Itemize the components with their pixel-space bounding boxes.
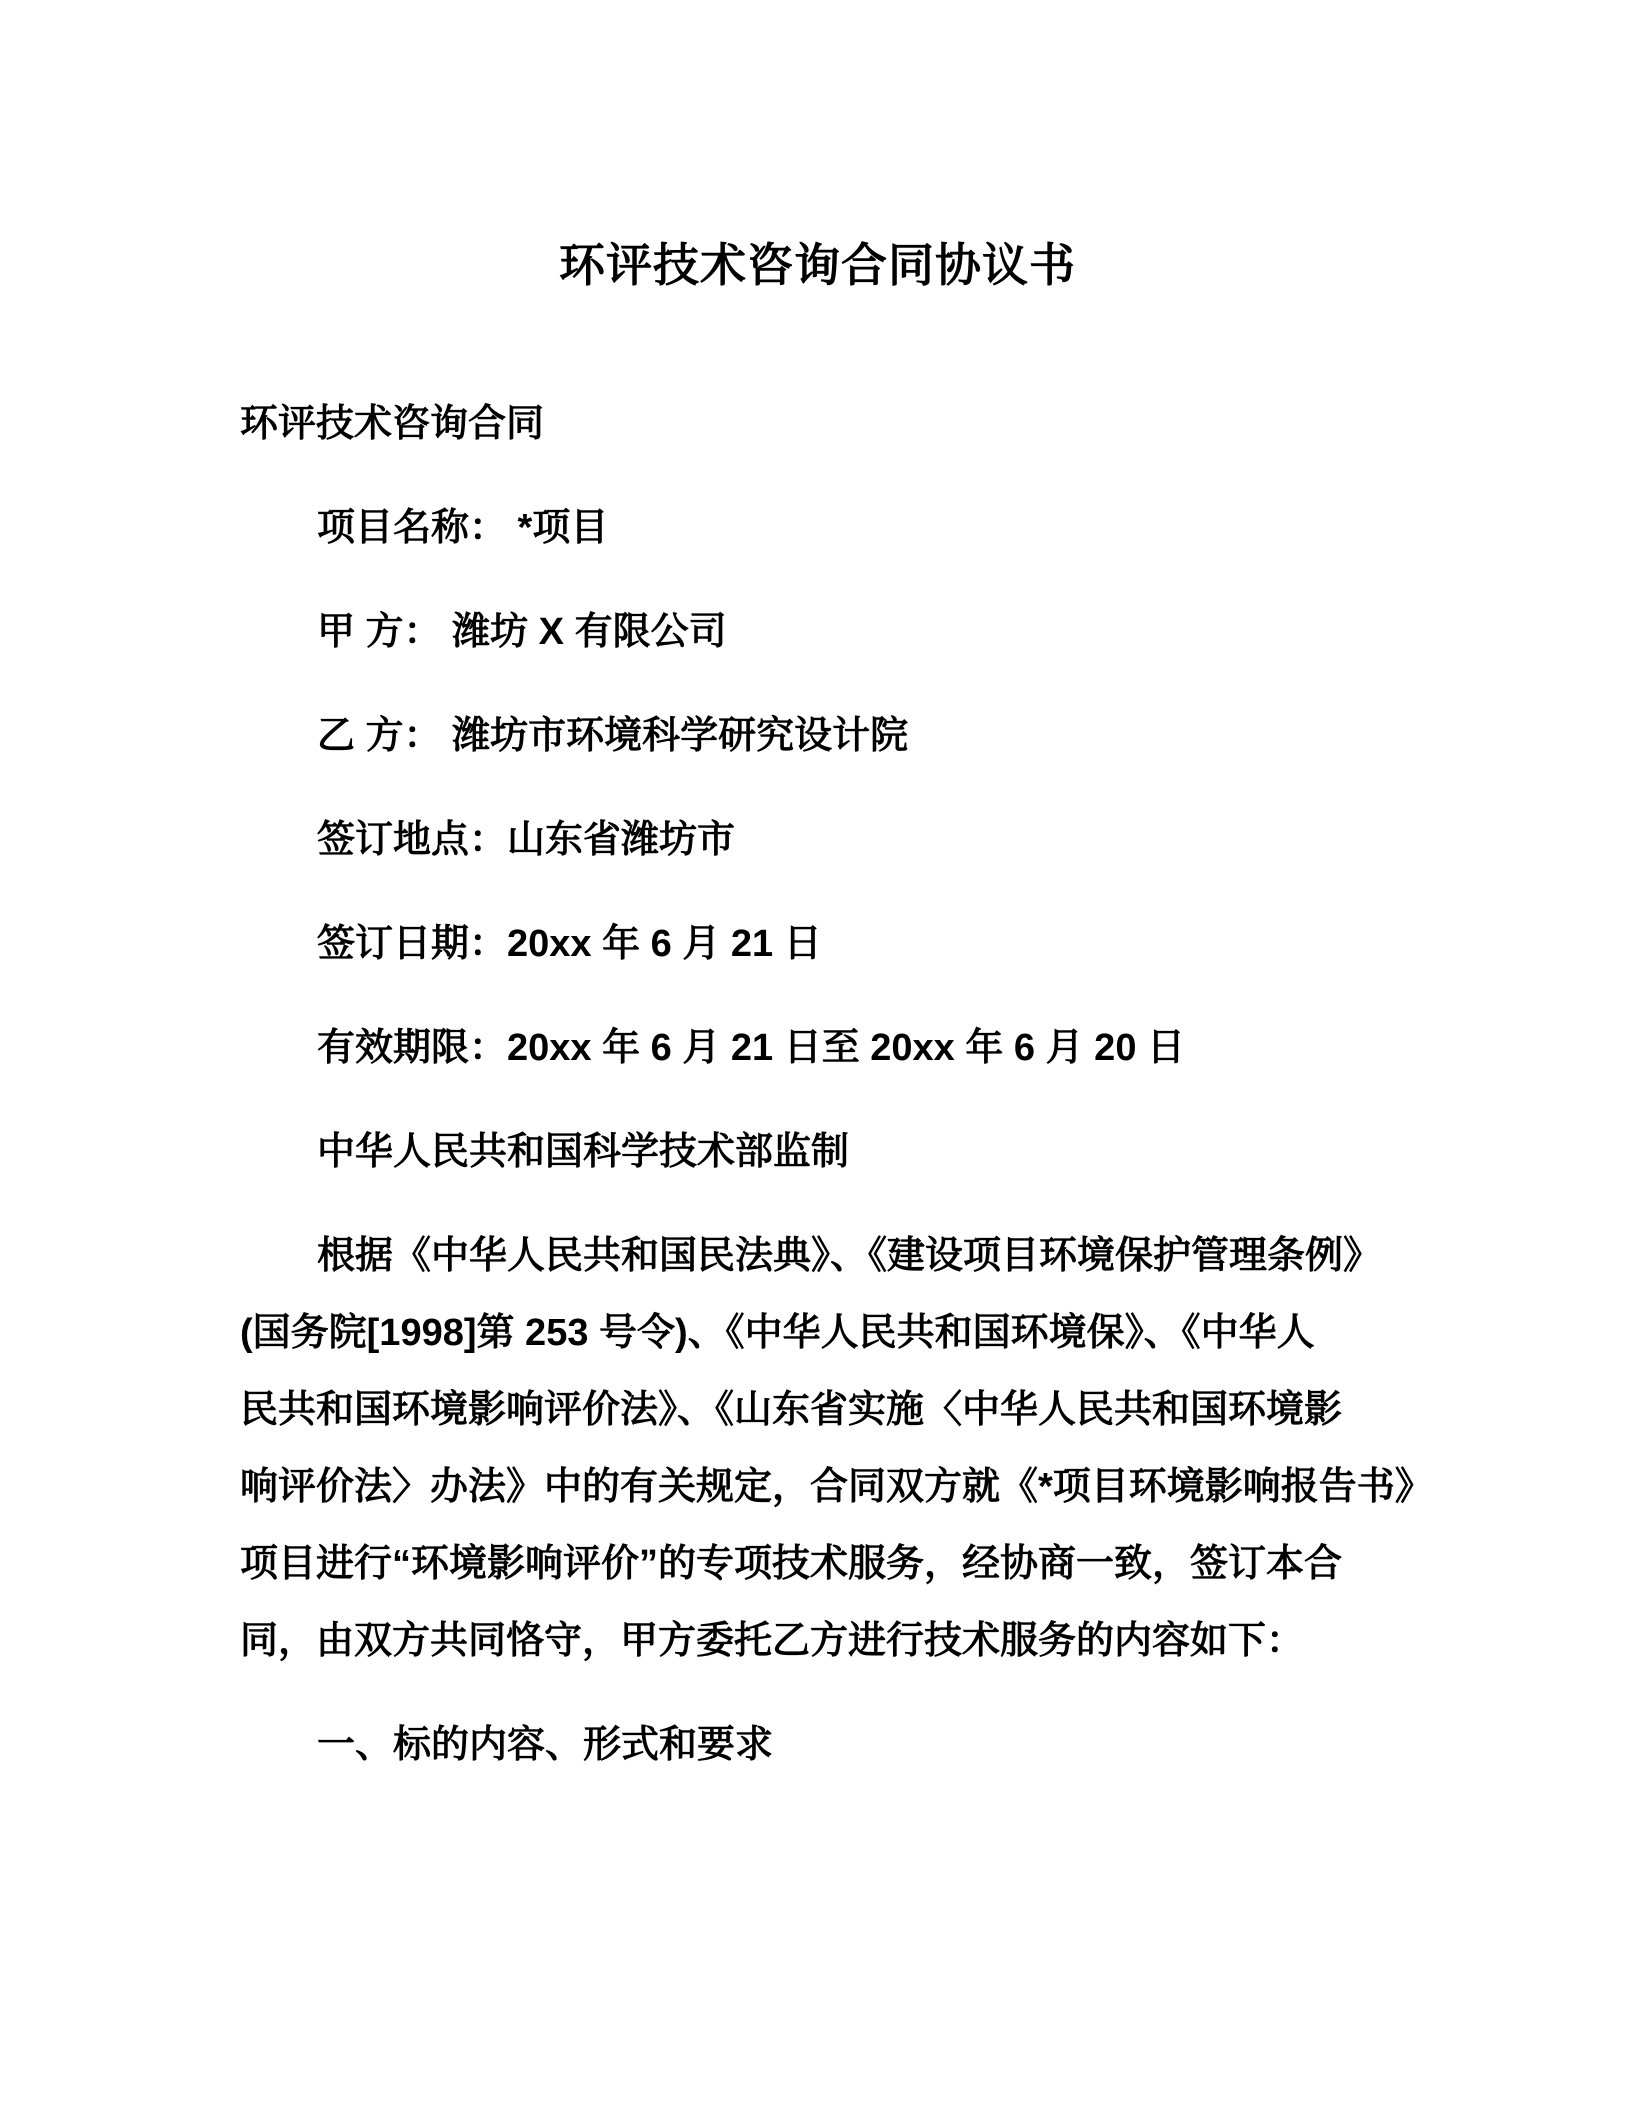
- paragraph-line: 项目进行“环境影响评价”的专项技术服务，经协商一致，签订本合: [240, 1543, 1343, 1585]
- meta-line-project-name: 项目名称： *项目: [317, 507, 609, 549]
- document-title: 环评技术咨询合同协议书: [559, 239, 1076, 291]
- meta-line-party-a: 甲 方： 潍坊 X 有限公司: [317, 611, 727, 653]
- paragraph-line: 同，由双方共同恪守，甲方委托乙方进行技术服务的内容如下：: [240, 1620, 1305, 1662]
- paragraph-line: 响评价法〉办法》中的有关规定，合同双方就《*项目环境影响报告书》: [240, 1466, 1433, 1508]
- paragraph-line: 民共和国环境影响评价法》、《山东省实施〈中华人民共和国环境影: [240, 1389, 1343, 1431]
- meta-line-party-b: 乙 方： 潍坊市环境科学研究设计院: [317, 715, 909, 757]
- meta-line-supervising-authority: 中华人民共和国科学技术部监制: [317, 1131, 850, 1173]
- intro-line: 环评技术咨询合同: [240, 403, 545, 445]
- meta-line-signing-place: 签订地点：山东省潍坊市: [317, 819, 736, 861]
- meta-line-validity-period: 有效期限：20xx 年 6 月 21 日至 20xx 年 6 月 20 日: [317, 1027, 1186, 1069]
- paragraph-line: 根据《中华人民共和国民法典》、《建设项目环境保护管理条例》: [317, 1235, 1382, 1277]
- legal-basis-paragraph: [240, 1218, 1433, 1680]
- section-heading-1: 一、标的内容、形式和要求: [317, 1724, 774, 1766]
- paragraph-line: (国务院[1998]第 253 号令)、《中华人民共和国环境保》、《中华人: [240, 1312, 1315, 1354]
- meta-line-signing-date: 签订日期：20xx 年 6 月 21 日: [317, 923, 822, 965]
